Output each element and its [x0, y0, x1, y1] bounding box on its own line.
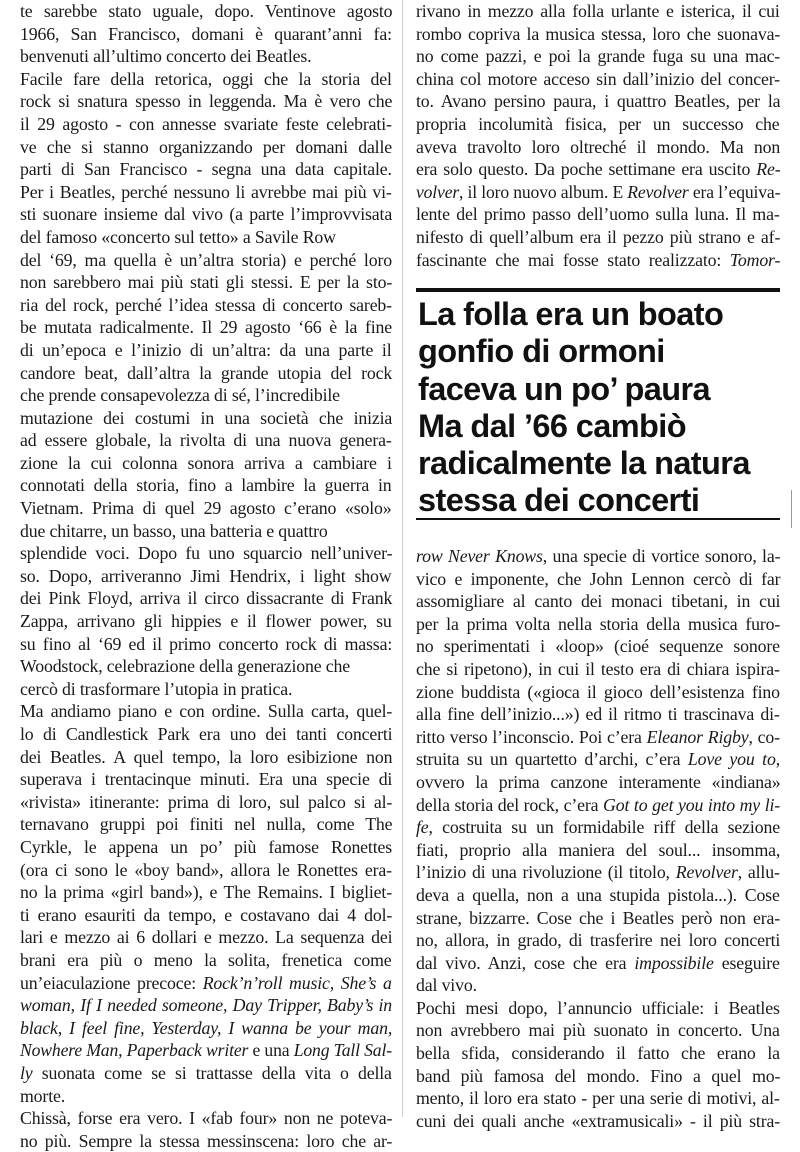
- article-right-column-bottom: [416, 545, 780, 1132]
- text-line: so. Dopo, arriveranno Jimi Hendrix, i light show: [20, 565, 392, 586]
- text-line: no la prima «girl band»), e The Remains. I bigliet-: [20, 882, 392, 903]
- pull-quote-line: radicalmente la natura: [418, 445, 750, 482]
- pull-quote-line: Ma dal ’66 cambiò: [418, 407, 686, 444]
- text-line: dal vivo.: [416, 975, 477, 996]
- text-line: ritto verso l’inconscio. Poi c’era Eleanor Rigby, co-: [416, 726, 780, 747]
- text-line: (ora ci sono le «boy band», allora le Ronettes era-: [20, 859, 392, 880]
- text-line: fiati, proprio alla maniera del soul... insomma,: [416, 839, 781, 860]
- text-line: della storia del rock, c’era Got to get you into my li-: [416, 794, 781, 815]
- text-line: del ‘69, ma quella è un’altra storia) e perché loro: [20, 249, 392, 270]
- text-line: connotati della storia, fino a lambire la guerra in: [20, 475, 392, 496]
- text-line: benvenuti all’ultimo concerto dei Beatles.: [20, 46, 312, 67]
- text-line: sti suonare insieme dal vivo (a parte l’improvvisata: [20, 204, 393, 225]
- text-line: Facile fare della retorica, oggi che la storia del: [20, 68, 392, 89]
- text-line: no più. Sempre la stessa messinscena: loro che ar-: [20, 1130, 393, 1151]
- text-line: del famoso «concerto sul tetto» a Savile Row: [20, 226, 336, 247]
- pull-quote-line: La folla era un boato: [418, 296, 724, 332]
- text-line: Pochi mesi dopo, l’annuncio ufficiale: i Beatles: [416, 997, 780, 1018]
- text-line: lari e mezzo ai 6 dollari e mezzo. La sequenza dei: [20, 927, 393, 948]
- text-line: no come pazzi, e poi la grande fuga su una mac-: [416, 46, 781, 67]
- text-line: struita su un quartetto d’archi, c’era Love you to,: [416, 749, 780, 770]
- text-line: ad essere globale, la rivolta di una nuova genera-: [20, 430, 392, 451]
- text-line: Per i Beatles, perché nessuno li avrebbe mai più vi-: [20, 181, 392, 202]
- text-line: be mutata radicalmente. Il 29 agosto ‘66 è la fine: [20, 317, 393, 338]
- text-line: Ma andiamo piano e con ordine. Sulla carta, quel-: [20, 701, 393, 722]
- text-line: il 29 agosto - con annesse svariate feste celebrati-: [20, 113, 392, 134]
- margin-mark: [791, 490, 792, 528]
- text-line: che prende consapevolezza di sé, l’incredibile: [20, 385, 340, 406]
- text-line: ria del rock, perché l’idea stessa di concerto sareb-: [20, 294, 392, 315]
- text-line: l’inizio di una rivoluzione (il titolo, Revolver, allu-: [416, 862, 780, 883]
- text-line: ve che si stanno organizzando per domani dalle: [20, 136, 393, 157]
- text-line: strane, bizzarre. Cose che i Beatles però non era-: [416, 907, 781, 928]
- text-line: ovvero la prima canzone interamente «indiana»: [416, 771, 781, 792]
- text-line: era solo questo. Da poche settimane era uscito Re-: [416, 159, 781, 180]
- text-line: to. Avano persino paura, i quattro Beatles, per la: [416, 91, 781, 112]
- text-line: Cyrkle, le appena un po’ più famose Ronettes: [20, 836, 393, 857]
- text-line: band più famosa del mondo. Fino a quel mo-: [416, 1065, 781, 1086]
- text-line: 1966, San Francisco, domani è quarant’anni fa:: [20, 23, 392, 44]
- text-line: Vietnam. Prima di quel 29 agosto c’erano «solo»: [20, 498, 392, 519]
- text-line: no sperimentati i «loop» (cioé sequenze sonore: [416, 636, 780, 657]
- text-line: Zappa, arrivano gli hippies e il flower power, su: [20, 611, 392, 632]
- text-line: brani era più o meno la solita, frenetica come: [20, 949, 392, 970]
- text-line: black, I feel fine, Yesterday, I wanna be your man,: [20, 1017, 393, 1038]
- text-line: che si ripetono), in cui il testo era di chiara ispira-: [416, 658, 780, 679]
- text-line: woman, If I needed someone, Day Tripper, Baby’s in: [20, 995, 393, 1016]
- text-line: fe, costruita su un formidabile riff della sezione: [416, 817, 780, 838]
- text-line: rombo copriva la musica stessa, loro che suonava-: [416, 23, 781, 44]
- pull-quote-line: stessa dei concerti: [418, 482, 700, 519]
- text-line: row Never Knows, una specie di vortice sonoro, la-: [416, 546, 781, 566]
- text-line: nifesto di quell’album era il pezzo più strano e af-: [416, 226, 781, 247]
- pull-quote-top-rule: [416, 288, 780, 292]
- text-line: cuni dei quali anche «extramusicali» - il più stra-: [416, 1110, 780, 1131]
- text-line: china col motore acceso sin dall’inizio del concer-: [416, 68, 780, 89]
- text-line: dei Pink Floyd, arriva il circo dissacrante di Frank: [20, 588, 393, 609]
- text-line: parti di San Francisco - segna una data capitale.: [20, 159, 392, 180]
- text-line: zione la cui colonna sonora arriva a cambiare i: [20, 452, 392, 473]
- pull-quote-line: gonfio di ormoni: [418, 333, 665, 370]
- pull-quote-line: faceva un po’ paura: [418, 370, 711, 407]
- text-line: un’eiaculazione precoce: Rock’n’roll music, She’s a: [20, 972, 392, 993]
- text-line: non avrebbero mai più suonato in concerto. Una: [416, 1020, 780, 1041]
- text-line: no, allora, in grado, di trasferire nei loro concerti: [416, 930, 781, 951]
- text-line: per la prima volta nella storia della musica furo-: [416, 613, 781, 634]
- text-line: propria incolumità fisica, per un successo che: [416, 113, 780, 134]
- column-divider: [402, 0, 403, 1117]
- text-line: bella sfida, considerando il fatto che erano la: [416, 1043, 780, 1064]
- text-line: splendide voci. Dopo fu uno squarcio nell’univer-: [20, 543, 393, 564]
- text-line: morte.: [20, 1085, 66, 1106]
- pull-quote-bottom-rule: [416, 518, 780, 520]
- text-line: mento, il loro era stato - per una serie di motivi, al-: [416, 1088, 780, 1109]
- text-line: cercò di trasformare l’utopia in pratica.: [20, 678, 293, 699]
- text-line: candore beat, dall’altra la grande utopia del rock: [20, 362, 393, 383]
- text-line: assomigliare al canto dei monaci tibetani, in cui: [416, 591, 781, 612]
- text-line: mutazione dei costumi in una società che inizia: [20, 407, 393, 428]
- article-left-column: [20, 0, 392, 1152]
- text-line: rivano in mezzo alla folla urlante e isterica, il cui: [416, 1, 780, 21]
- text-line: te sarebbe stato uguale, dopo. Ventinove agosto: [20, 1, 393, 21]
- text-line: su fino al ‘69 ed il primo concerto rock di massa:: [20, 633, 393, 654]
- article-right-column-top: [416, 0, 780, 271]
- text-line: lo di Candlestick Park era uno dei tanti concerti: [20, 724, 393, 744]
- text-line: fascinante che mai fosse stato realizzato: Tomor-: [416, 249, 781, 270]
- text-line: vico e imponente, che John Lennon cercò di far: [416, 568, 781, 589]
- text-line: deva a quella, non a una stupida pistola...). Cose: [416, 884, 780, 905]
- text-line: due chitarre, un basso, una batteria e quattro: [20, 520, 328, 541]
- text-line: alla fine dell’inizio...») ed il ritmo ti trascinava di-: [416, 704, 780, 725]
- text-line: volver, il loro nuovo album. E Revolver era l’equiva-: [416, 181, 781, 202]
- text-line: lente del primo passo dell’uomo sulla luna. Il ma-: [416, 204, 780, 225]
- text-line: ti erano esauriti da tempo, e costavano dai 4 dol-: [20, 904, 393, 925]
- pull-quote: [418, 296, 778, 520]
- text-line: Nowhere Man, Paperback writer e una Long Tall Sal-: [20, 1040, 392, 1061]
- text-line: zione buddista («gioca il gioco dell’esistenza fino: [416, 681, 780, 702]
- text-line: superava i trentacinque minuti. Era una specie di: [20, 769, 393, 790]
- text-line: dei Beatles. A quel tempo, la loro esibizione non: [20, 746, 393, 767]
- text-line: Woodstock, celebrazione della generazione che: [20, 656, 350, 677]
- text-line: rock si snatura spesso in leggenda. Ma è vero che: [20, 91, 393, 112]
- text-line: non sarebbero mai più stati gli stessi. E per la sto-: [20, 272, 393, 293]
- text-line: ly suonata come se si trattasse della vita o della: [20, 1062, 392, 1083]
- text-line: «rivista» itinerante: prima di loro, sul palco si al-: [20, 791, 393, 812]
- text-line: ternavano gruppi poi finiti nel nulla, come The: [20, 814, 393, 835]
- text-line: di un’epoca e l’inizio di un’altra: da una parte il: [20, 339, 392, 360]
- text-line: dal vivo. Anzi, cose che era impossibile eseguire: [416, 952, 780, 973]
- text-line: aveva travolto loro oltreché il mondo. Ma non: [416, 136, 781, 157]
- text-line: Chissà, forse era vero. I «fab four» non ne poteva-: [20, 1108, 393, 1129]
